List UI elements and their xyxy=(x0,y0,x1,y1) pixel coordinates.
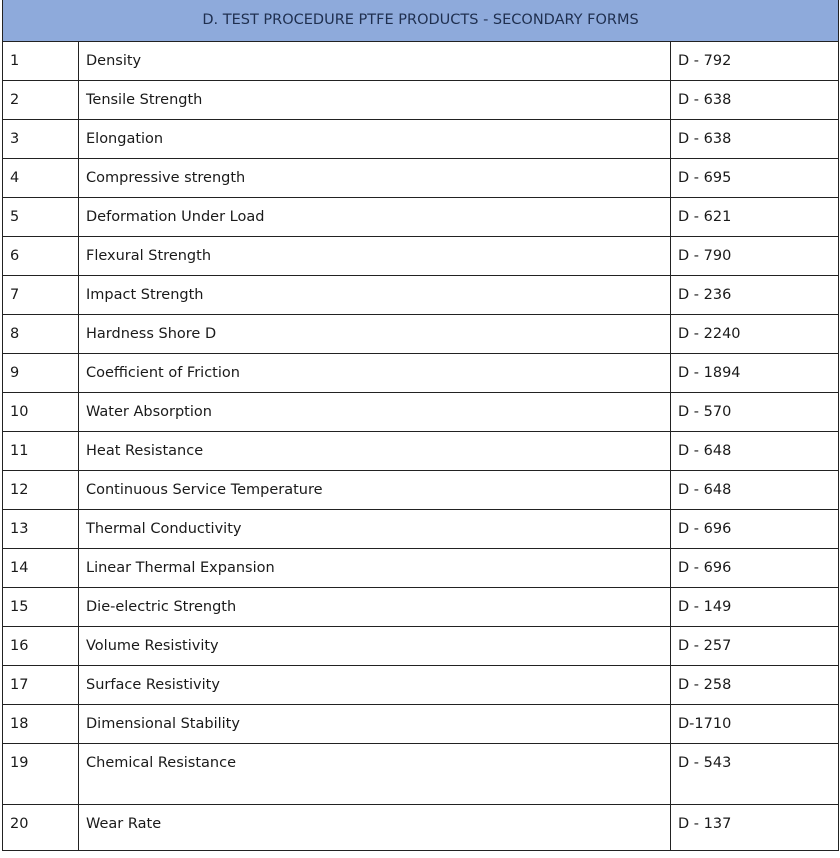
row-property: Compressive strength xyxy=(79,158,671,197)
table-row xyxy=(3,236,839,275)
row-number: 2 xyxy=(3,80,79,119)
row-property: Elongation xyxy=(79,119,671,158)
table-row xyxy=(3,470,839,509)
row-number: 9 xyxy=(3,353,79,392)
row-standard: D - 792 xyxy=(671,41,839,80)
table-row xyxy=(3,804,839,850)
row-standard: D - 2240 xyxy=(671,314,839,353)
row-number: 17 xyxy=(3,665,79,704)
table-row xyxy=(3,158,839,197)
table-row xyxy=(3,197,839,236)
row-number: 7 xyxy=(3,275,79,314)
row-property: Coefficient of Friction xyxy=(79,353,671,392)
table-row xyxy=(3,665,839,704)
table-row xyxy=(3,119,839,158)
table-title-row xyxy=(3,0,839,41)
row-standard: D-1710 xyxy=(671,704,839,743)
row-standard: D - 236 xyxy=(671,275,839,314)
table-row xyxy=(3,80,839,119)
row-standard: D - 257 xyxy=(671,626,839,665)
row-property: Impact Strength xyxy=(79,275,671,314)
table-row xyxy=(3,275,839,314)
row-property: Die-electric Strength xyxy=(79,587,671,626)
table-row xyxy=(3,548,839,587)
row-property: Hardness Shore D xyxy=(79,314,671,353)
row-property: Flexural Strength xyxy=(79,236,671,275)
row-standard: D - 696 xyxy=(671,548,839,587)
row-number: 13 xyxy=(3,509,79,548)
table-row xyxy=(3,704,839,743)
test-procedure-table xyxy=(2,0,839,851)
table-row xyxy=(3,41,839,80)
row-property: Thermal Conductivity xyxy=(79,509,671,548)
table-row xyxy=(3,587,839,626)
row-number: 19 xyxy=(3,743,79,804)
row-standard: D - 570 xyxy=(671,392,839,431)
row-standard: D - 258 xyxy=(671,665,839,704)
row-standard: D - 790 xyxy=(671,236,839,275)
table-row xyxy=(3,314,839,353)
row-number: 18 xyxy=(3,704,79,743)
row-number: 15 xyxy=(3,587,79,626)
table-body xyxy=(3,41,839,850)
row-standard: D - 621 xyxy=(671,197,839,236)
row-standard: D - 137 xyxy=(671,804,839,850)
table-row xyxy=(3,743,839,804)
row-property: Surface Resistivity xyxy=(79,665,671,704)
row-property: Volume Resistivity xyxy=(79,626,671,665)
row-standard: D - 149 xyxy=(671,587,839,626)
row-number: 6 xyxy=(3,236,79,275)
row-number: 4 xyxy=(3,158,79,197)
row-property: Continuous Service Temperature xyxy=(79,470,671,509)
row-standard: D - 695 xyxy=(671,158,839,197)
row-property: Chemical Resistance xyxy=(79,743,671,804)
table-title: D. TEST PROCEDURE PTFE PRODUCTS - SECONDARY FORMS xyxy=(3,0,839,41)
test-procedure-sheet xyxy=(2,0,838,851)
table-row xyxy=(3,392,839,431)
row-number: 3 xyxy=(3,119,79,158)
row-standard: D - 543 xyxy=(671,743,839,804)
row-property: Deformation Under Load xyxy=(79,197,671,236)
row-number: 16 xyxy=(3,626,79,665)
row-property: Density xyxy=(79,41,671,80)
table-row xyxy=(3,509,839,548)
row-number: 5 xyxy=(3,197,79,236)
row-number: 1 xyxy=(3,41,79,80)
row-standard: D - 1894 xyxy=(671,353,839,392)
row-property: Dimensional Stability xyxy=(79,704,671,743)
row-number: 20 xyxy=(3,804,79,850)
row-property: Water Absorption xyxy=(79,392,671,431)
row-number: 14 xyxy=(3,548,79,587)
row-property: Heat Resistance xyxy=(79,431,671,470)
table-row xyxy=(3,353,839,392)
table-row xyxy=(3,626,839,665)
row-property: Wear Rate xyxy=(79,804,671,850)
row-number: 10 xyxy=(3,392,79,431)
row-number: 12 xyxy=(3,470,79,509)
row-standard: D - 648 xyxy=(671,470,839,509)
row-standard: D - 638 xyxy=(671,119,839,158)
row-property: Tensile Strength xyxy=(79,80,671,119)
row-number: 11 xyxy=(3,431,79,470)
row-standard: D - 648 xyxy=(671,431,839,470)
table-row xyxy=(3,431,839,470)
row-standard: D - 696 xyxy=(671,509,839,548)
row-property: Linear Thermal Expansion xyxy=(79,548,671,587)
row-number: 8 xyxy=(3,314,79,353)
row-standard: D - 638 xyxy=(671,80,839,119)
